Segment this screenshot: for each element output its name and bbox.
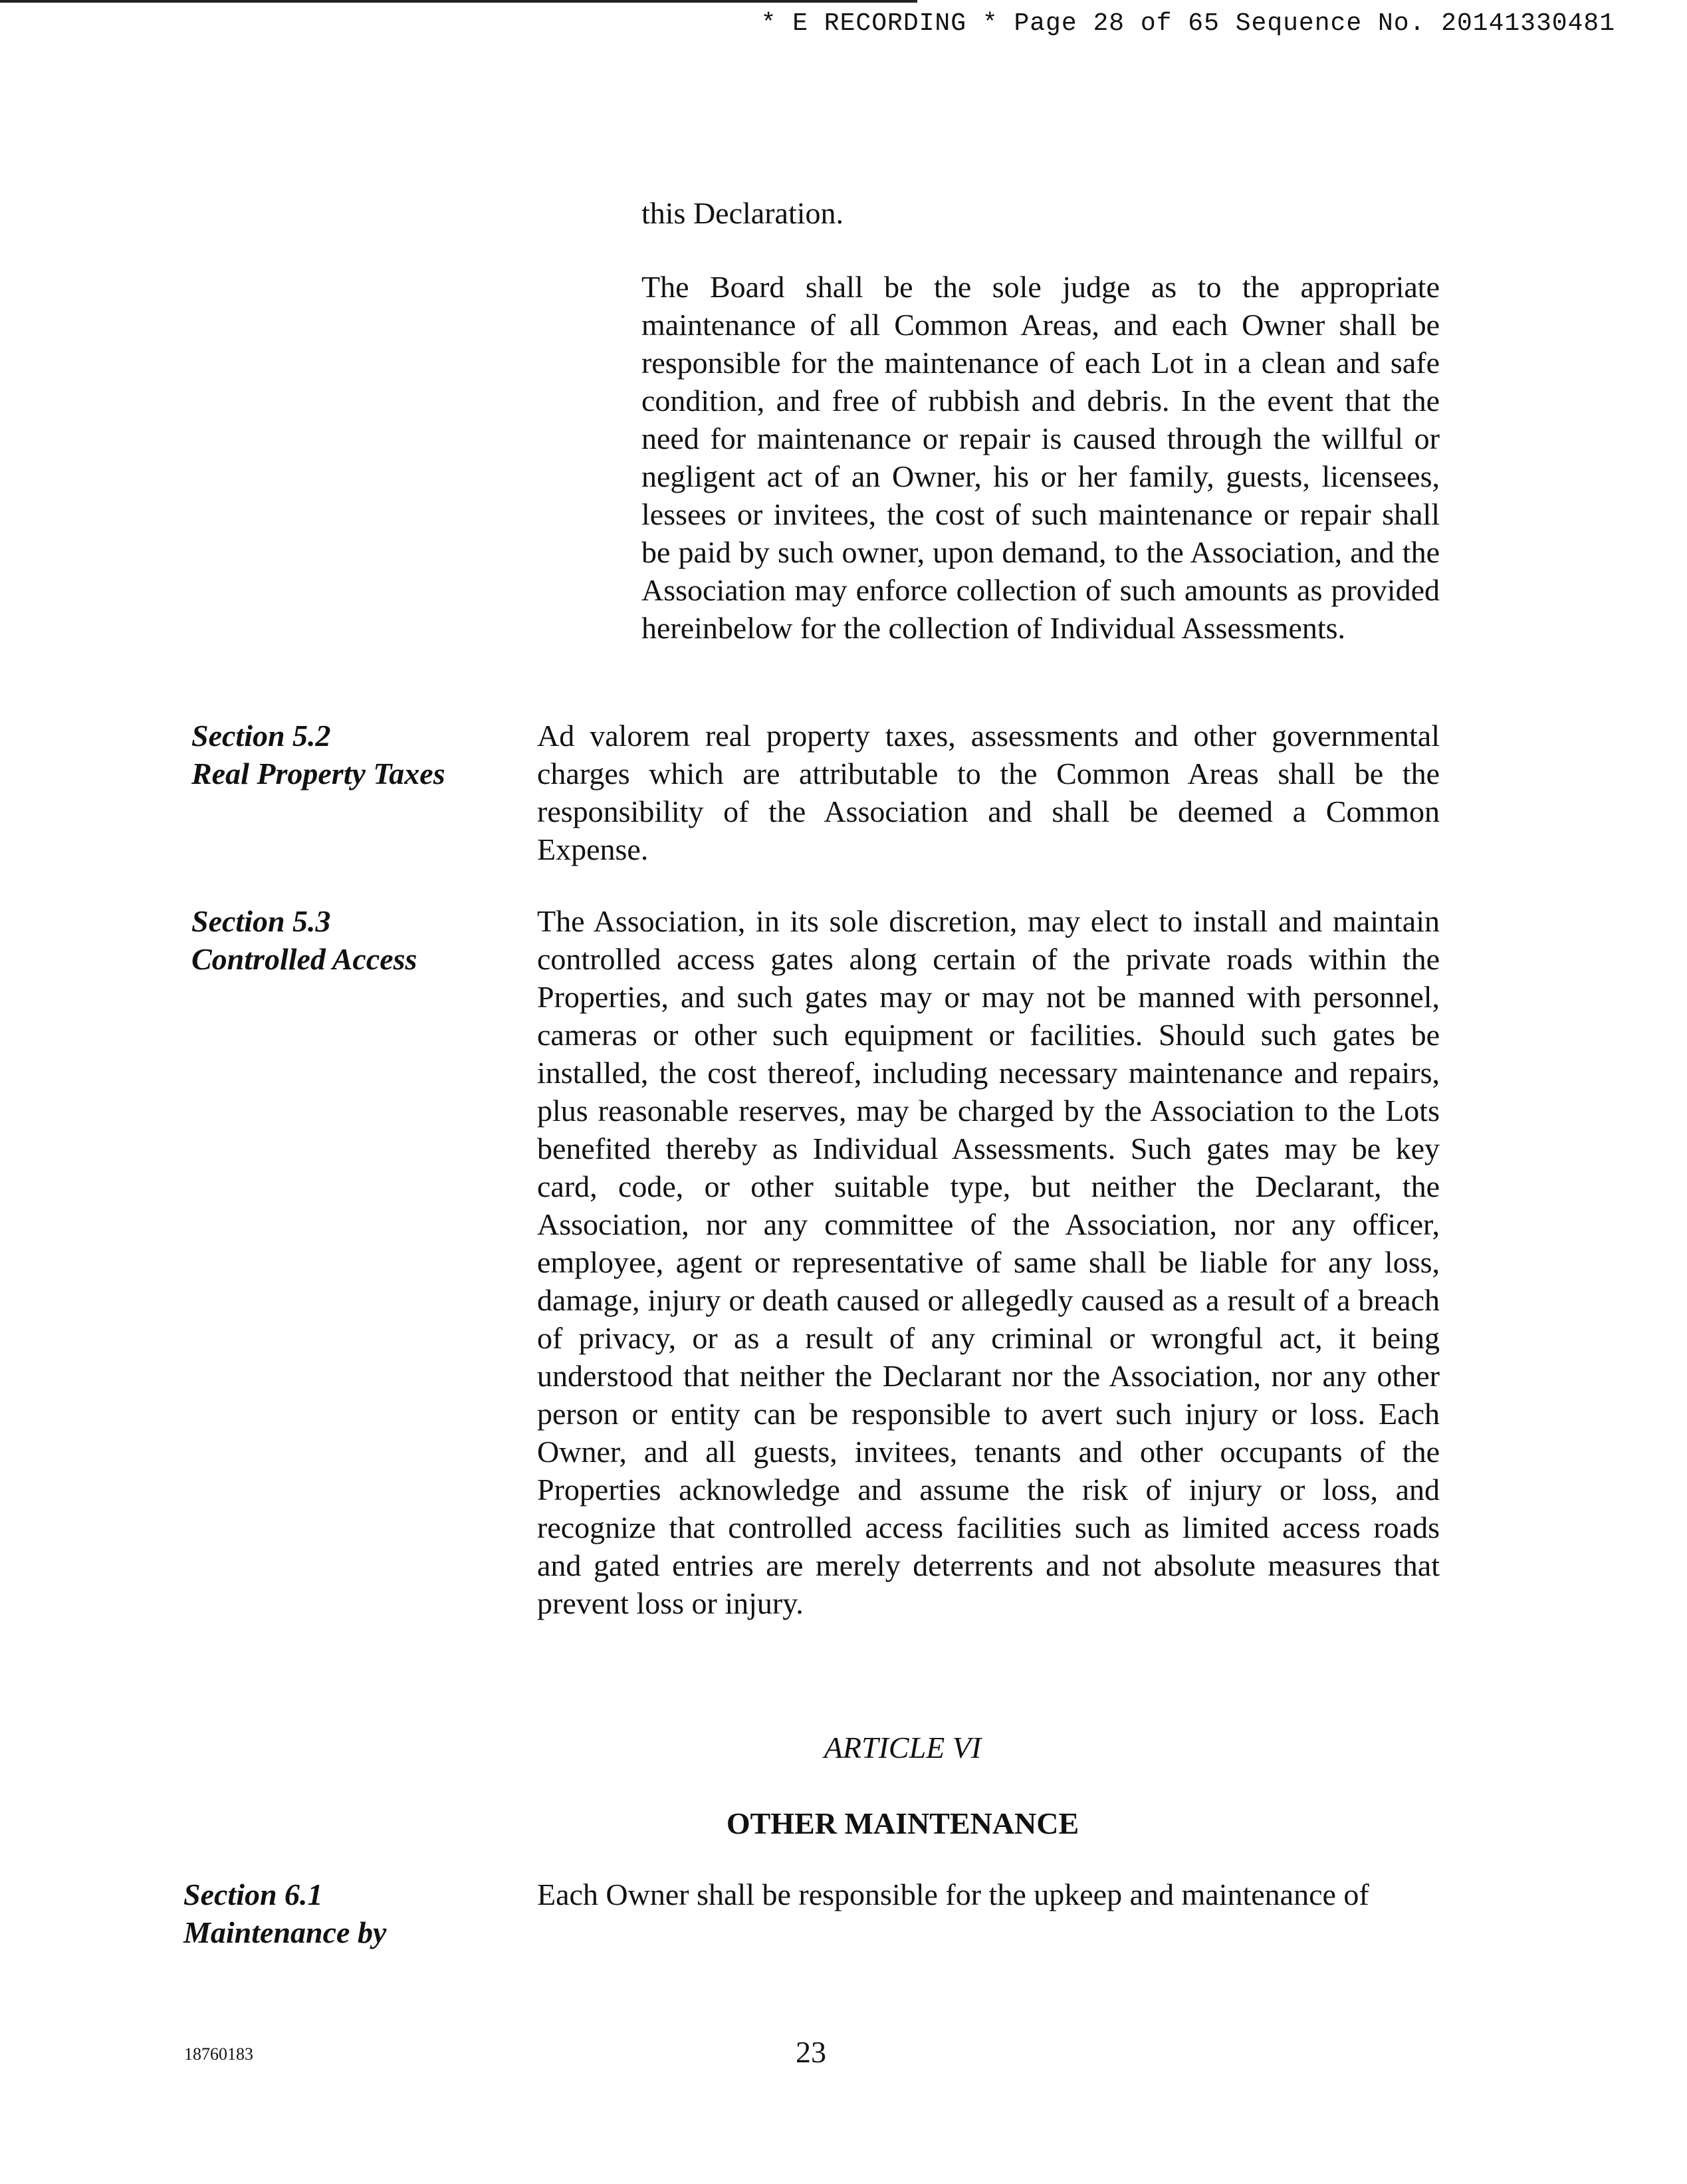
article-heading: OTHER MAINTENANCE [726, 1806, 1079, 1840]
section-number: Section 6.1 [183, 1878, 323, 1911]
section-5-2-text: Ad valorem real property taxes, assessments and other governmental charges which are attributable to the Common Areas shall be the responsibility of the Association and shall be deemed a Common Expense. [537, 719, 1440, 866]
section-number: Section 5.3 [191, 904, 331, 938]
section-title: Maintenance by [183, 1915, 387, 1949]
section-number: Section 5.2 [191, 719, 331, 753]
article-label: ARTICLE VI [824, 1731, 982, 1764]
section-5-2-label [191, 717, 491, 792]
document-number: 18760183 [184, 2044, 253, 2064]
recording-stamp: * E RECORDING * Page 28 of 65 Sequence No. 20141330481 [760, 9, 1615, 38]
continuation-first-line: this Declaration. [641, 196, 844, 230]
section-6-1-text: Each Owner shall be responsible for the upkeep and maintenance of [537, 1878, 1369, 1911]
top-rule [0, 0, 917, 3]
section-title: Real Property Taxes [191, 757, 445, 790]
section-title: Controlled Access [191, 942, 417, 976]
section-5-3-text: The Association, in its sole discretion, may elect to install and maintain controlled access gates along certain of the private roads within the Properties, and such gates may or may not be manned with personnel, cameras or other such equipment or facilities. Should such gates be installed, the cost thereof, including necessary maintenance and repairs, plus reasonable reserves, may be charged by the Association to the Lots benefited thereby as Individual Assessments. Such gates may be key card, code, or other suitable type, but neither the Declarant, the Association, nor any committee of the Association, nor any officer, employee, agent or representative of same shall be liable for any loss, damage, injury or death caused or allegedly caused as a result of a breach of privacy, or as a result of any criminal or wrongful act, it being understood that neither the Declarant nor the Association, nor any other person or entity can be responsible to avert such injury or loss. Each Owner, and all guests, invitees, tenants and other occupants of the Properties acknowledge and assume the risk of injury or loss, and recognize that controlled access facilities such as limited access roads and gated entries are merely deterrents and not absolute measures that prevent loss or injury. [537, 904, 1440, 1620]
section-6-1-label [183, 1876, 483, 1951]
section-5-3-label [191, 902, 491, 978]
continuation-paragraph: The Board shall be the sole judge as to the appropriate maintenance of all Common Areas, and each Owner shall be responsible for the maintenance of each Lot in a clean and safe condition, and free of rubbish and debris. In the event that the need for maintenance or repair is caused through the willful or negligent act of an Owner, his or her family, guests, licensees, lessees or invitees, the cost of such maintenance or repair shall be paid by such owner, upon demand, to the Association, and the Association may enforce collection of such amounts as provided hereinbelow for the collection of Individual Assessments. [641, 270, 1440, 645]
page-number: 23 [796, 2035, 826, 2069]
